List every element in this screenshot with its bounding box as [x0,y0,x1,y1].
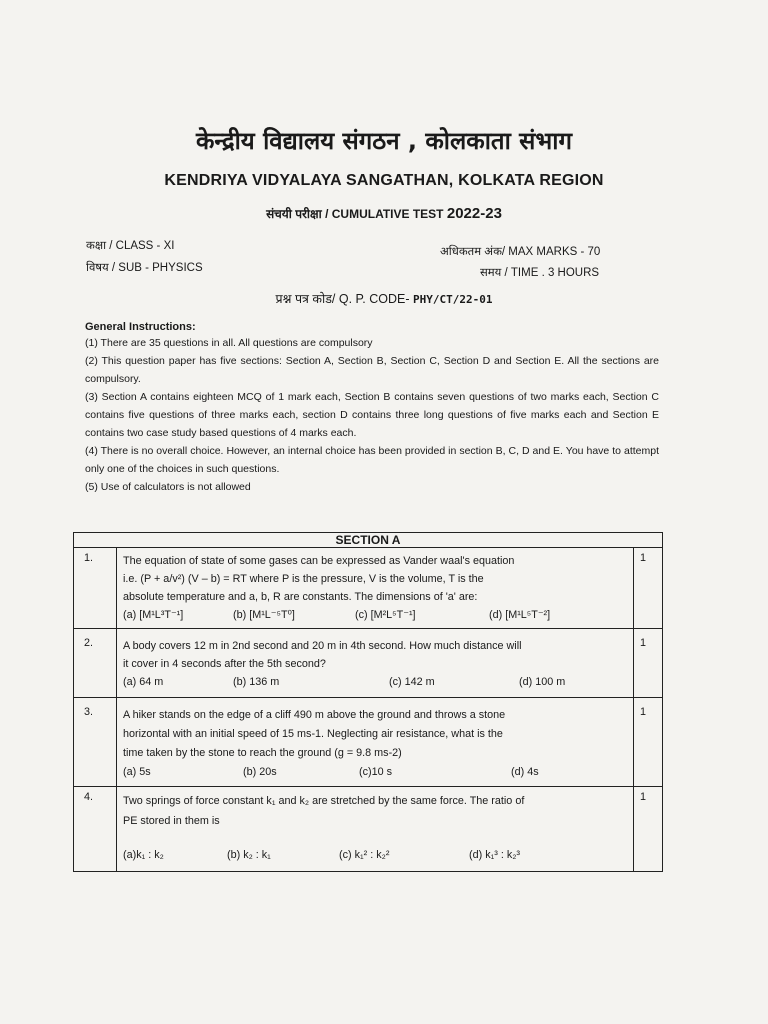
instruction-item: (1) There are 35 questions in all. All questions are compulsory [85,337,373,349]
subject-label: विषय / SUB - PHYSICS [86,262,203,274]
option-d: (d) 100 m [519,676,566,688]
question-number: 3. [74,698,117,787]
question-marks: 1 [634,548,663,629]
test-title [0,205,768,222]
max-marks-label: अधिकतम अंक/ MAX MARKS - 70 [440,246,601,258]
table-row [74,698,663,787]
question-marks: 1 [634,698,663,787]
option-c: (c) 142 m [389,676,435,688]
option-b: (b) 20s [243,766,277,778]
qp-code-label: प्रश्न पत्र कोड/ Q. P. CODE- [275,292,410,306]
question-line: time taken by the stone to reach the ground (g = 9.8 ms-2) [123,747,402,759]
question-line: PE stored in them is [123,815,220,827]
question-line: i.e. (P + a/v²) (V – b) = RT where P is the pressure, V is the volume, T is the [123,573,484,585]
question-number: 2. [74,629,117,698]
option-b: (b) k₂ : k₁ [227,849,271,861]
instruction-item: (3) Section A contains eighteen MCQ of 1 mark each, Section B contains seven questions of two marks each, Section C contains five questions of three marks each, section D contains three long questions of five marks each and Section E contains two case study based questions of 4 marks each. [85,391,659,439]
option-d: (d) k₁³ : k₂³ [469,849,521,861]
question-line: The equation of state of some gases can be expressed as Vander waal's equation [123,555,515,567]
question-number: 1. [74,548,117,629]
question-text [117,698,634,787]
option-d: (d) 4s [511,766,539,778]
option-a: (a) 5s [123,766,151,778]
question-options [123,606,627,624]
option-b: (b) [M¹L⁻⁵T⁰] [233,609,295,621]
table-row [74,629,663,698]
option-b: (b) 136 m [233,676,280,688]
instructions-heading: General Instructions: [85,321,196,333]
question-line: it cover in 4 seconds after the 5th second? [123,658,326,670]
question-line: horizontal with an initial speed of 15 ms-1. Neglecting air resistance, what is the [123,728,503,740]
question-options [123,845,627,865]
option-c: (c)10 s [359,766,392,778]
table-row [74,787,663,872]
option-a: (a) [M¹L³T⁻¹] [123,609,184,621]
question-marks: 1 [634,629,663,698]
option-a: (a)k₁ : k₂ [123,849,164,861]
qp-code-line [0,290,768,307]
option-c: (c) [M²L⁵T⁻¹] [355,609,416,621]
test-year: 2022-23 [446,205,502,222]
question-text [117,629,634,698]
question-options [123,763,627,782]
question-options [123,673,627,691]
time-label: समय / TIME . 3 HOURS [480,267,600,279]
section-a-heading: SECTION A [74,533,663,548]
question-line: A body covers 12 m in 2nd second and 20 m in 4th second. How much distance will [123,640,522,652]
question-text [117,548,634,629]
question-text [117,787,634,872]
instruction-item: (4) There is no overall choice. However, an internal choice has been provided in section B, C, D and E. You have to attempt only one of the choices in such questions. [85,445,659,475]
question-line: Two springs of force constant k₁ and k₂ are stretched by the same force. The ratio of [123,795,525,807]
test-prefix: संचयी परीक्षा / CUMULATIVE TEST [266,207,444,221]
question-number: 4. [74,787,117,872]
question-marks: 1 [634,787,663,872]
instruction-item: (2) This question paper has five sections: Section A, Section B, Section C, Section D and Section E. All the sections are compulsory. [85,355,659,385]
option-a: (a) 64 m [123,676,164,688]
qp-code-value: PHY/CT/22-01 [413,293,493,306]
instruction-item: (5) Use of calculators is not allowed [85,481,251,493]
question-line: A hiker stands on the edge of a cliff 490 m above the ground and throws a stone [123,709,506,721]
instructions-list [85,334,659,496]
option-c: (c) k₁² : k₂² [339,849,390,861]
option-d: (d) [M¹L⁵T⁻²] [489,609,551,621]
question-line: absolute temperature and a, b, R are constants. The dimensions of 'a' are: [123,591,478,603]
table-row [74,548,663,629]
class-label: कक्षा / CLASS - XI [86,240,175,252]
section-a-table [73,532,663,872]
hindi-title: केन्द्रीय विद्यालय संगठन , कोलकाता संभाग [196,127,572,155]
english-title: KENDRIYA VIDYALAYA SANGATHAN, KOLKATA REGION [164,172,604,189]
